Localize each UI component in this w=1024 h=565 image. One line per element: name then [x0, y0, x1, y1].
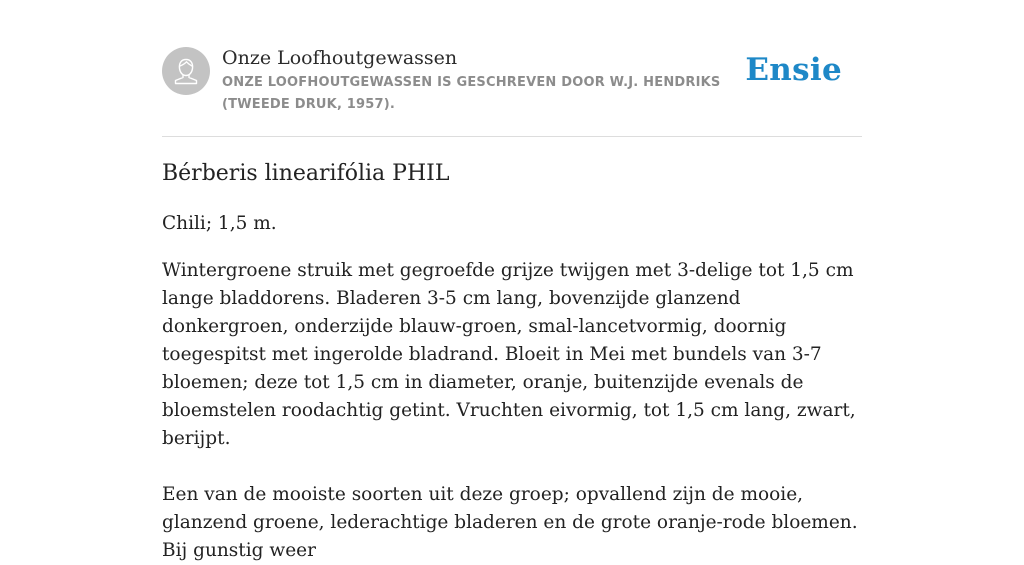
- source-avatar[interactable]: [162, 47, 210, 95]
- ensie-logo[interactable]: Ensie: [745, 52, 842, 88]
- entry-paragraph: Een van de mooiste soorten uit deze groep; opvallend zijn de mooie, glanzend groene, lederachtige bladeren en de grote oranje-rode bloemen. Bij gunstig weer: [162, 484, 858, 561]
- entry-origin: Chili; 1,5 m.: [162, 213, 277, 234]
- source-header: [162, 46, 862, 137]
- source-title[interactable]: Onze Loofhoutgewassen: [222, 47, 458, 69]
- entry-title: Bérberis linearifólia PHIL: [162, 161, 450, 186]
- source-description: ONZE LOOFHOUTGEWASSEN IS GESCHREVEN DOOR W.J. HENDRIKS (TWEEDE DRUK, 1957).: [222, 75, 721, 112]
- article: [162, 156, 862, 565]
- user-icon: [162, 47, 210, 95]
- entry-paragraph: Wintergroene struik met gegroefde grijze twijgen met 3-delige tot 1,5 cm lange bladdorens. Bladeren 3-5 cm lang, bovenzijde glanzend donkergroen, onderzijde blauw-groen, smal-lancetvormig, doornig toegespitst met ingerolde bladrand. Bloeit in Mei met bundels van 3-7 bloemen; deze tot 1,5 cm in diameter, oranje, buitenzijde evenals de bloemstelen roodachtig getint. Vruchten eivormig, tot 1,5 cm lang, zwart, berijpt.: [162, 260, 856, 449]
